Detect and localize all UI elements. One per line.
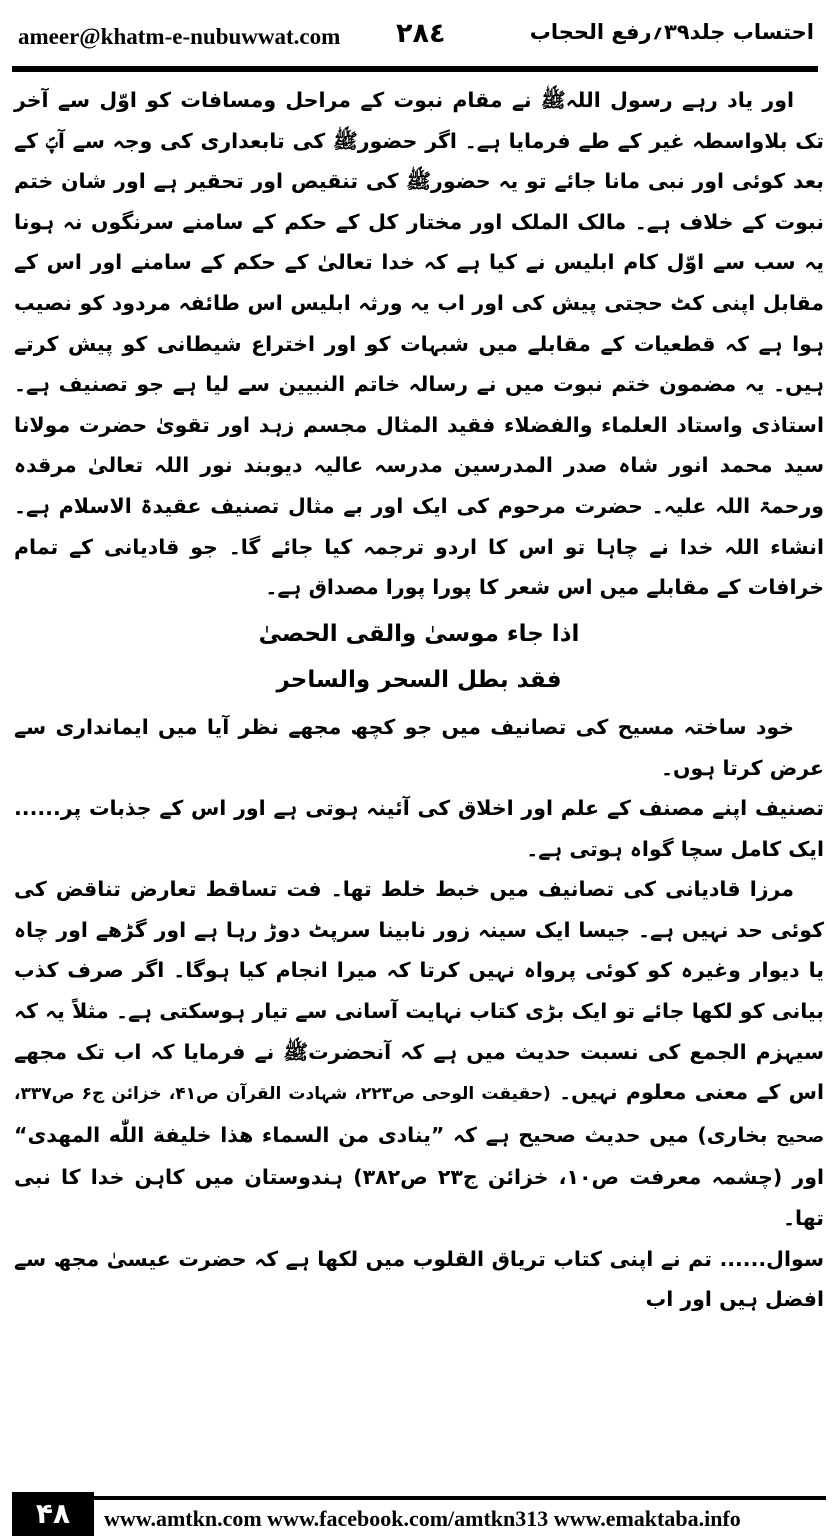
- paragraph-4: [14, 869, 824, 1238]
- paragraph-4-text: مرزا قادیانی کی تصانیف میں خبط خلط تھا۔ فت تساقط تعارض تناقض کی کوئی حد نہیں ہے۔ جیسا ایک سینہ زور نابینا سرپٹ دوڑ رہا ہے اور گڑھے اور چاہ یا دیوار وغیرہ کو کوئی پرواہ نہیں کرتا کہ میرا انجام کیا ہوگا۔ اگر صرف کذب بیانی کو لکھا جائے تو ایک بڑی کتاب نہایت آسانی سے تیار ہوسکتی ہے۔ مثلاً یہ کہ سیہزم الجمع کی نسبت حدیث میں ہے کہ آنحضرتﷺ نے فرمایا کہ اب تک مجھے اس کے معنی معلوم نہیں۔: [14, 877, 824, 1105]
- header-email: ameer@khatm-e-nubuwwat.com: [18, 24, 341, 49]
- paragraph-1: اور یاد رہے رسول اللہﷺ نے مقام نبوت کے مراحل ومسافات کو اوّل سے آخر تک بلاواسطہ غیر کے طے فرمایا ہے۔ اگر حضورﷺ کی تابعداری کی وجہ سے آپؐ کے بعد کوئی اور نبی مانا جائے تو یہ حضورﷺ کی تنقیص اور تحقیر ہے اور شان ختم نبوت کے خلاف ہے۔ مالک الملک اور مختار کل کے حکم کے سامنے سرنگوں نہ ہونا یہ سب سے اوّل کام ابلیس نے کیا ہے کہ خدا تعالیٰ کے حکم کے سامنے اور اس کے مقابل اپنی کٹ حجتی پیش کی اور اب یہ ورثہ ابلیس اس طائفہ مردود کو نصیب ہوا ہے کہ قطعیات کے مقابلے میں شبہات کو اور اختراع شیطانی کو پیش کرتے ہیں۔ یہ مضمون ختم نبوت میں نے رسالہ خاتم النبیین سے لیا ہے جو تصنیف ہے۔ استاذی واستاد العلماء والفضلاء فقید المثال مجسم زہد اور تقویٰ حضرت مولانا سید محمد انور شاہ صدر المدرسین مدرسہ عالیہ دیوبند نور اللہ تعالیٰ مرقدہ ورحمۃ اللہ علیہ۔ حضرت مرحوم کی ایک اور بے مثال تصنیف عقیدۃ الاسلام ہے۔ انشاء اللہ خدا نے چاہا تو اس کا اردو ترجمہ کیا جائے گا۔ جو قادیانی کے تمام خرافات کے مقابلے میں اس شعر کا پورا پورا مصداق ہے۔: [14, 88, 824, 600]
- folio-number: ۴۸: [12, 1492, 94, 1536]
- page-number: ٢٨٤: [396, 18, 446, 49]
- paragraph-3: تصنیف اپنے مصنف کے علم اور اخلاق کی آئینہ ہوتی ہے اور اس کے جذبات پر...... ایک کامل سچا گواہ ہوتی ہے۔: [14, 796, 824, 861]
- verse-line-1: اذا جاء موسیٰ والقی الحصیٰ: [258, 620, 580, 647]
- paragraph-2: خود ساختہ مسیح کی تصانیف میں جو کچھ مجھے نظر آیا میں ایمانداری سے عرض کرتا ہوں۔: [14, 714, 824, 780]
- footer-links: www.amtkn.com www.facebook.com/amtkn313 www.emaktaba.info: [104, 1506, 741, 1531]
- footer-rule: [94, 1496, 826, 1500]
- page-footer: [12, 1486, 826, 1540]
- paragraph-5: سوال...... تم نے اپنی کتاب تریاق القلوب میں لکھا ہے کہ حضرت عیسیٰ مجھ سے افضل ہیں اور اب: [14, 1246, 824, 1312]
- page-header: [18, 18, 814, 58]
- paragraph-4-references: (حقیقت الوحی ص۲۲۳، شہادت القرآن ص۴۱، خزائن ج۶ ص۳۳۷، صحیح: [14, 1084, 825, 1147]
- volume-title: احتساب جلد۳۹؍رفع الحجاب: [529, 20, 814, 44]
- verse-line-2: فقد بطل السحر والساحر: [276, 667, 562, 694]
- paragraph-4-continued: بخاری) میں حدیث صحیح ہے کہ ”ینادی من السماء ھذا خلیفة اللّٰه المھدی“ اور (چشمہ معرفت ص۱۰، خزائن ج۲۳ ص۳۸۲) ہندوستان میں کاہن خدا کا نبی تھا۔: [14, 1122, 824, 1231]
- page-body: [14, 80, 824, 1320]
- header-rule: [12, 66, 818, 72]
